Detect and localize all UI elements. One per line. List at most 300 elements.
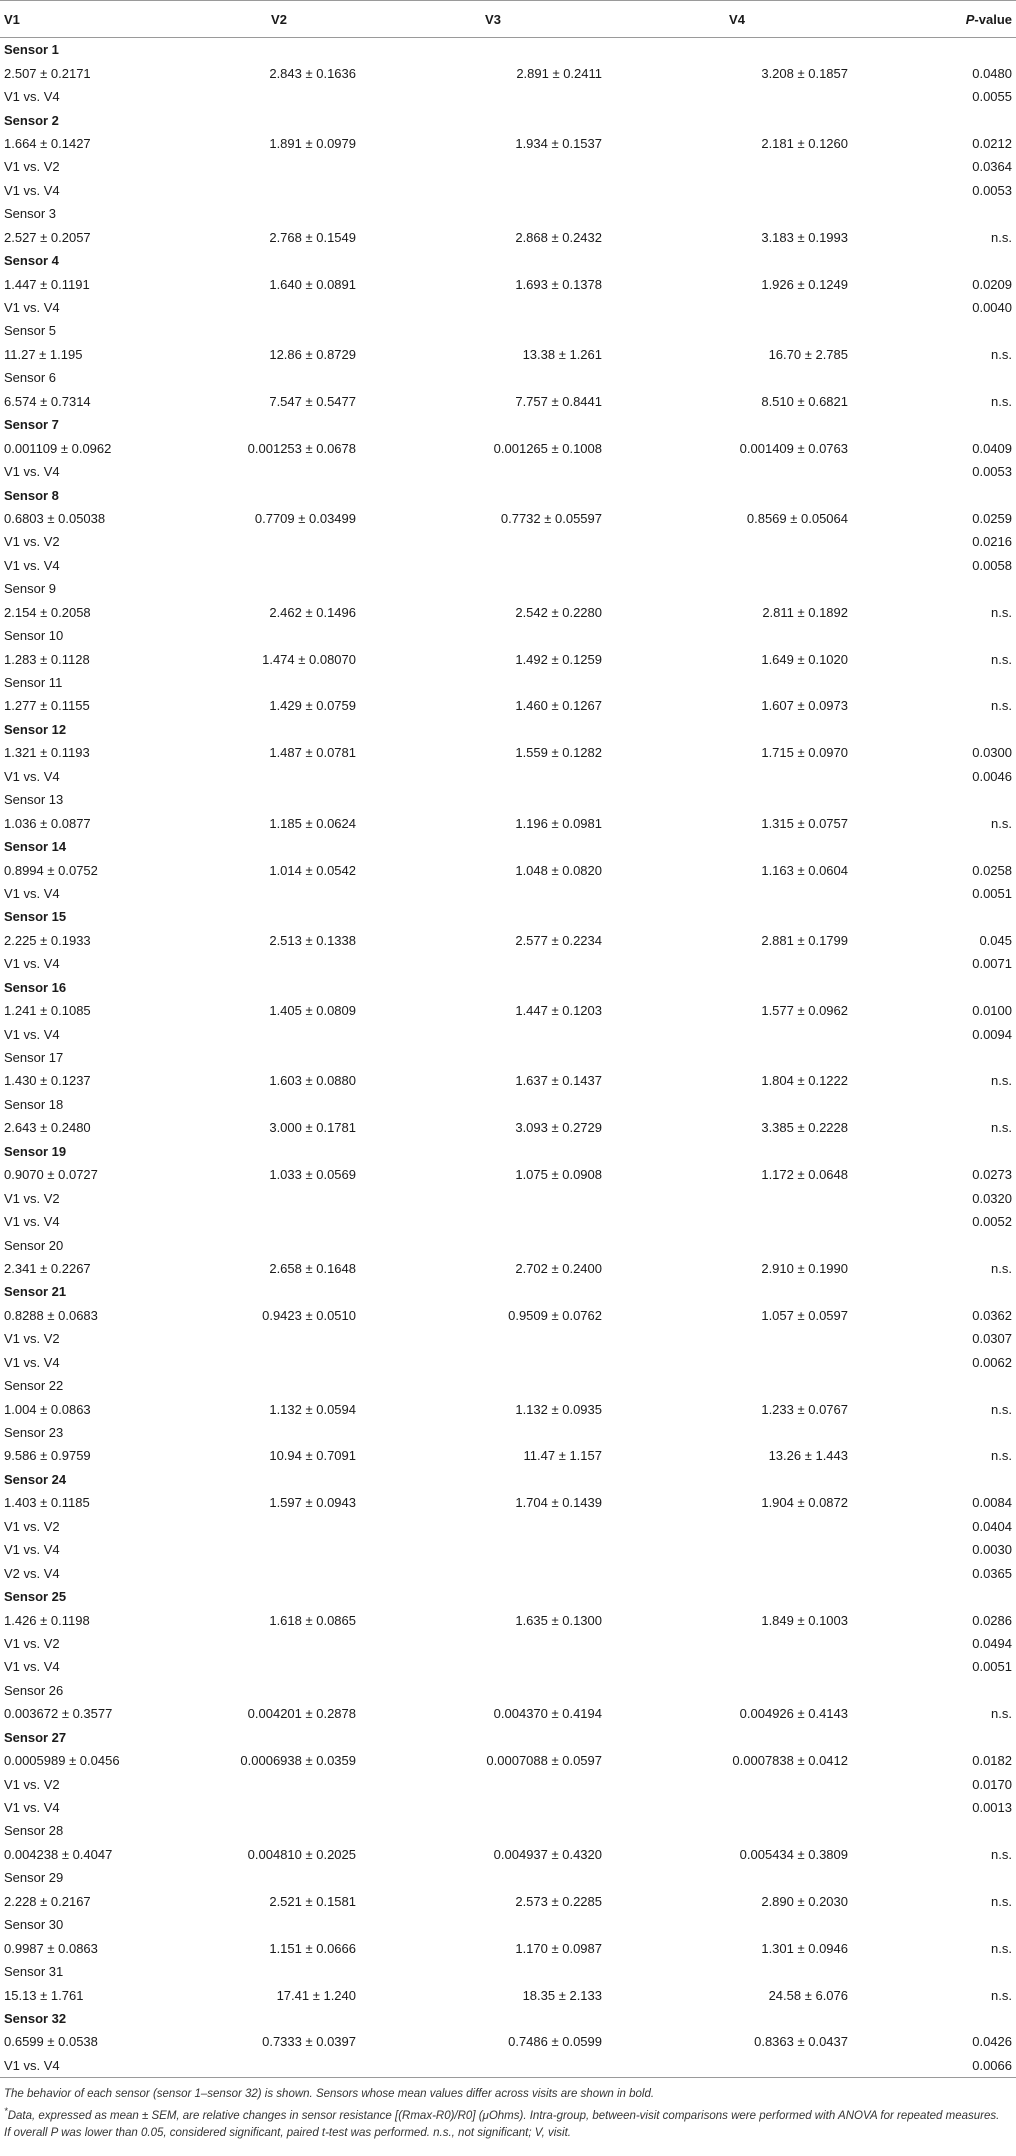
p-value-cell — [860, 1421, 1016, 1444]
v4-cell: 2.181 ± 0.1260 — [761, 135, 848, 151]
v2-cell — [186, 179, 372, 202]
comparison-row — [0, 179, 1016, 202]
v2-cell — [186, 905, 372, 928]
table-row — [0, 61, 1016, 84]
p-value-cell — [860, 835, 1016, 858]
comparison-row — [0, 155, 1016, 178]
table-row — [0, 1444, 1016, 1467]
v3-cell: 3.093 ± 0.2729 — [515, 1120, 602, 1136]
v4-cell: 0.8569 ± 0.05064 — [746, 510, 848, 526]
v2-cell — [186, 413, 372, 436]
p-value-cell — [860, 413, 1016, 436]
sensor-label-row — [0, 1046, 1016, 1069]
v2-cell — [186, 882, 372, 905]
v2-cell — [186, 1796, 372, 1819]
comparison-row — [0, 1515, 1016, 1538]
v3-cell: 1.132 ± 0.0935 — [515, 1401, 602, 1417]
p-value-cell: 0.0051 — [972, 1659, 1012, 1675]
v4-cell — [614, 1327, 860, 1350]
p-value-cell — [860, 1960, 1016, 1983]
v2-cell — [186, 483, 372, 506]
sensor-label-row — [0, 1140, 1016, 1163]
v4-cell — [614, 38, 860, 62]
v1-cell: 0.0005989 ± 0.0456 — [4, 1753, 120, 1769]
header-p-suffix: -value — [974, 11, 1012, 27]
table-row — [0, 390, 1016, 413]
header-v2: V2 — [186, 1, 372, 38]
v2-cell — [186, 952, 372, 975]
v4-cell — [614, 1093, 860, 1116]
v2-cell — [186, 1679, 372, 1702]
p-value-cell — [860, 2007, 1016, 2030]
p-value-cell: n.s. — [991, 1940, 1012, 1956]
v3-cell — [372, 1186, 614, 1209]
comparison-label-cell: V1 vs. V2 — [4, 1331, 60, 1347]
v4-cell: 1.315 ± 0.0757 — [761, 815, 848, 831]
v3-cell — [372, 202, 614, 225]
v4-cell — [614, 1866, 860, 1889]
sensor-name-cell: Sensor 31 — [4, 1964, 64, 1980]
p-value-cell — [860, 1819, 1016, 1842]
p-value-cell: 0.0404 — [972, 1518, 1012, 1534]
v3-cell — [372, 483, 614, 506]
sensor-label-row — [0, 1866, 1016, 1889]
v1-cell: 0.9070 ± 0.0727 — [4, 1167, 98, 1183]
sensor-label-row — [0, 1819, 1016, 1842]
p-value-cell: 0.0170 — [972, 1776, 1012, 1792]
table-header — [0, 1, 1016, 38]
sensor-name-cell: Sensor 13 — [4, 792, 64, 808]
v4-cell — [614, 366, 860, 389]
v1-cell: 2.228 ± 0.2167 — [4, 1893, 91, 1909]
p-value-cell: 0.0182 — [972, 1753, 1012, 1769]
comparison-row — [0, 1186, 1016, 1209]
v4-cell: 0.005434 ± 0.3809 — [739, 1846, 848, 1862]
table-row — [0, 1749, 1016, 1772]
sensor-label-row — [0, 2007, 1016, 2030]
p-value-cell — [860, 1866, 1016, 1889]
p-value-cell: 0.0066 — [860, 2054, 1016, 2078]
v3-cell: 1.447 ± 0.1203 — [515, 1003, 602, 1019]
table-row — [0, 858, 1016, 881]
v4-cell — [614, 296, 860, 319]
v1-cell: 9.586 ± 0.9759 — [4, 1448, 91, 1464]
p-value-cell: 0.0055 — [972, 89, 1012, 105]
v2-cell — [186, 1468, 372, 1491]
p-value-cell: 0.0046 — [972, 768, 1012, 784]
v3-cell: 2.573 ± 0.2285 — [515, 1893, 602, 1909]
comparison-row — [0, 1772, 1016, 1795]
table-body — [0, 38, 1016, 2078]
v2-cell: 0.004810 ± 0.2025 — [247, 1846, 356, 1862]
p-value-cell: n.s. — [991, 1846, 1012, 1862]
v4-cell: 0.0007838 ± 0.0412 — [732, 1753, 848, 1769]
v2-cell — [186, 249, 372, 272]
v2-cell — [186, 1210, 372, 1233]
table-row — [0, 1163, 1016, 1186]
v3-cell — [372, 319, 614, 342]
p-value-cell: 0.0426 — [972, 2034, 1012, 2050]
comparison-label-cell: V1 vs. V4 — [4, 300, 60, 316]
comparison-label-cell: V1 vs. V4 — [0, 2054, 186, 2078]
v4-cell — [614, 1796, 860, 1819]
comparison-label-cell: V1 vs. V4 — [4, 1026, 60, 1042]
sensor-name-cell: Sensor 4 — [4, 253, 59, 269]
p-value-cell — [860, 976, 1016, 999]
sensor-label-row — [0, 1585, 1016, 1608]
v3-cell: 0.004937 ± 0.4320 — [493, 1846, 602, 1862]
comparison-label-cell: V1 vs. V4 — [4, 1214, 60, 1230]
sensor-name-cell: Sensor 27 — [4, 1729, 67, 1745]
table-row — [0, 1983, 1016, 2006]
p-value-cell — [860, 1468, 1016, 1491]
comparison-label-cell: V1 vs. V2 — [4, 1518, 60, 1534]
v1-cell: 1.664 ± 0.1427 — [4, 135, 91, 151]
v2-cell — [186, 1772, 372, 1795]
v4-cell: 1.849 ± 0.1003 — [761, 1612, 848, 1628]
v4-cell — [614, 952, 860, 975]
comparison-row — [0, 554, 1016, 577]
comparison-row — [0, 2054, 1016, 2078]
comparison-row — [0, 460, 1016, 483]
table-row — [0, 507, 1016, 530]
v1-cell: 2.154 ± 0.2058 — [4, 604, 91, 620]
sensor-label-row — [0, 718, 1016, 741]
sensor-label-row — [0, 1280, 1016, 1303]
v4-cell — [614, 1280, 860, 1303]
p-value-cell: 0.0062 — [972, 1354, 1012, 1370]
v4-cell — [614, 1913, 860, 1936]
v2-cell — [186, 1538, 372, 1561]
comparison-label-cell: V1 vs. V4 — [4, 885, 60, 901]
v4-cell — [614, 1585, 860, 1608]
p-value-cell: n.s. — [991, 1073, 1012, 1089]
table-row — [0, 226, 1016, 249]
p-value-cell — [860, 1233, 1016, 1256]
v1-cell: 1.426 ± 0.1198 — [4, 1612, 90, 1628]
v4-cell: 1.649 ± 0.1020 — [761, 651, 848, 667]
v4-cell: 3.385 ± 0.2228 — [761, 1120, 848, 1136]
p-value-cell: 0.0362 — [972, 1307, 1012, 1323]
sensor-label-row — [0, 624, 1016, 647]
sensor-label-row — [0, 249, 1016, 272]
v2-cell: 17.41 ± 1.240 — [276, 1987, 356, 2003]
v2-cell — [186, 1186, 372, 1209]
table-row — [0, 1491, 1016, 1514]
v1-cell: 0.8288 ± 0.0683 — [4, 1307, 98, 1323]
p-value-cell — [860, 1374, 1016, 1397]
p-value-cell — [860, 1140, 1016, 1163]
v3-cell: 0.0007088 ± 0.0597 — [486, 1753, 602, 1769]
v4-cell: 3.183 ± 0.1993 — [761, 229, 848, 245]
sensor-name-cell: Sensor 21 — [4, 1284, 67, 1300]
v2-cell — [186, 85, 372, 108]
v3-cell — [372, 976, 614, 999]
v4-cell: 0.004926 ± 0.4143 — [739, 1706, 848, 1722]
v4-cell — [614, 1046, 860, 1069]
v2-cell — [186, 1819, 372, 1842]
sensor-name-cell: Sensor 19 — [4, 1143, 67, 1159]
comparison-label-cell: V1 vs. V2 — [4, 1635, 60, 1651]
sensor-label-row — [0, 1960, 1016, 1983]
v3-cell — [372, 905, 614, 928]
table-row — [0, 694, 1016, 717]
v3-cell: 2.577 ± 0.2234 — [515, 932, 602, 948]
v2-cell — [186, 835, 372, 858]
v1-cell: 1.321 ± 0.1193 — [4, 745, 90, 761]
sensor-label-row — [0, 577, 1016, 600]
v4-cell — [614, 1468, 860, 1491]
v4-cell — [614, 1022, 860, 1045]
v1-cell: 1.004 ± 0.0863 — [4, 1401, 91, 1417]
v4-cell — [614, 155, 860, 178]
header-row — [0, 1, 1016, 38]
comparison-label-cell: V1 vs. V4 — [4, 89, 60, 105]
sensor-label-row — [0, 413, 1016, 436]
v1-cell: 2.225 ± 0.1933 — [4, 932, 91, 948]
p-value-cell: n.s. — [991, 1260, 1012, 1276]
p-value-cell: 0.0409 — [972, 440, 1012, 456]
sensor-label-row — [0, 202, 1016, 225]
p-value-cell — [860, 366, 1016, 389]
v3-cell — [372, 1374, 614, 1397]
p-value-cell — [860, 1280, 1016, 1303]
v3-cell — [372, 1632, 614, 1655]
v3-cell: 0.9509 ± 0.0762 — [508, 1307, 602, 1323]
p-value-cell: 0.0480 — [972, 65, 1012, 81]
v3-cell — [372, 38, 614, 62]
v2-cell — [186, 1960, 372, 1983]
comparison-row — [0, 952, 1016, 975]
v4-cell — [614, 319, 860, 342]
v3-cell — [372, 1421, 614, 1444]
v3-cell: 0.7732 ± 0.05597 — [500, 510, 602, 526]
v2-cell — [186, 530, 372, 553]
sensor-name-cell: Sensor 30 — [4, 1917, 64, 1933]
p-value-cell — [860, 905, 1016, 928]
sensor-name-cell: Sensor 5 — [4, 323, 57, 339]
v2-cell — [186, 577, 372, 600]
comparison-row — [0, 1632, 1016, 1655]
comparison-label-cell: V1 vs. V4 — [4, 182, 60, 198]
p-value-cell: 0.0084 — [972, 1495, 1012, 1511]
sensor-label-row — [0, 671, 1016, 694]
v2-cell: 2.843 ± 0.1636 — [269, 65, 356, 81]
comparison-row — [0, 1327, 1016, 1350]
sensor-name-cell: Sensor 1 — [4, 42, 59, 58]
v3-cell: 2.542 ± 0.2280 — [515, 604, 602, 620]
p-value-cell: n.s. — [991, 229, 1012, 245]
v2-cell: 0.004201 ± 0.2878 — [247, 1706, 356, 1722]
comparison-label-cell: V1 vs. V2 — [4, 1190, 60, 1206]
p-value-cell: 0.0364 — [972, 159, 1012, 175]
v4-cell — [614, 788, 860, 811]
p-value-cell: 0.0216 — [972, 534, 1012, 550]
v2-cell — [186, 1374, 372, 1397]
v3-cell — [372, 1561, 614, 1584]
v2-cell: 1.603 ± 0.0880 — [269, 1073, 356, 1089]
v4-cell — [614, 554, 860, 577]
v2-cell — [186, 1093, 372, 1116]
p-value-cell: n.s. — [991, 1987, 1012, 2003]
v3-cell: 1.492 ± 0.1259 — [515, 651, 602, 667]
comparison-label-cell: V1 vs. V2 — [4, 1776, 60, 1792]
v4-cell — [614, 2054, 860, 2078]
v4-cell — [614, 671, 860, 694]
sensor-name-cell: Sensor 22 — [4, 1378, 64, 1394]
sensor-name-cell: Sensor 14 — [4, 839, 67, 855]
v2-cell — [186, 1655, 372, 1678]
v2-cell — [186, 202, 372, 225]
v3-cell: 1.635 ± 0.1300 — [515, 1612, 602, 1628]
v4-cell — [614, 1233, 860, 1256]
table-row — [0, 132, 1016, 155]
table-row — [0, 2030, 1016, 2053]
v2-cell — [186, 2054, 372, 2078]
p-value-cell: 0.0053 — [972, 182, 1012, 198]
comparison-label-cell: V1 vs. V4 — [4, 1354, 60, 1370]
sensor-label-row — [0, 835, 1016, 858]
v4-cell — [614, 1538, 860, 1561]
sensor-name-cell: Sensor 18 — [4, 1096, 64, 1112]
v4-cell: 8.510 ± 0.6821 — [761, 393, 848, 409]
v3-cell: 2.868 ± 0.2432 — [515, 229, 602, 245]
v2-cell: 7.547 ± 0.5477 — [269, 393, 356, 409]
p-value-cell — [860, 202, 1016, 225]
v3-cell: 1.170 ± 0.0987 — [515, 1940, 602, 1956]
v3-cell — [372, 1210, 614, 1233]
v3-cell — [372, 155, 614, 178]
p-value-cell: 0.0494 — [972, 1635, 1012, 1651]
v3-cell — [372, 1515, 614, 1538]
v3-cell — [372, 366, 614, 389]
v2-cell: 1.474 ± 0.08070 — [262, 651, 356, 667]
table-row — [0, 999, 1016, 1022]
p-value-cell: 0.0053 — [972, 464, 1012, 480]
v2-cell — [186, 976, 372, 999]
p-value-cell: n.s. — [991, 393, 1012, 409]
comparison-label-cell: V1 vs. V4 — [4, 464, 60, 480]
v3-cell — [372, 1046, 614, 1069]
table-row — [0, 1608, 1016, 1631]
v3-cell: 2.891 ± 0.2411 — [516, 65, 602, 81]
v3-cell — [372, 1866, 614, 1889]
v3-cell — [372, 624, 614, 647]
v2-cell: 1.014 ± 0.0542 — [269, 862, 356, 878]
p-value-cell — [860, 38, 1016, 62]
v3-cell — [372, 179, 614, 202]
comparison-row — [0, 85, 1016, 108]
sensor-name-cell: Sensor 20 — [4, 1237, 64, 1253]
v3-cell: 1.196 ± 0.0981 — [515, 815, 602, 831]
v3-cell — [372, 85, 614, 108]
v2-cell — [186, 624, 372, 647]
v1-cell: 1.036 ± 0.0877 — [4, 815, 91, 831]
v4-cell: 24.58 ± 6.076 — [768, 1987, 848, 2003]
v4-cell — [614, 1632, 860, 1655]
comparison-label-cell: V1 vs. V4 — [4, 768, 60, 784]
v3-cell — [372, 1726, 614, 1749]
sensor-name-cell: Sensor 9 — [4, 581, 57, 597]
v3-cell — [372, 1819, 614, 1842]
v3-cell — [372, 1140, 614, 1163]
p-value-cell — [860, 788, 1016, 811]
table-row — [0, 436, 1016, 459]
table-row — [0, 1936, 1016, 1959]
p-value-cell: n.s. — [991, 651, 1012, 667]
comparison-row — [0, 1561, 1016, 1584]
p-value-cell: 0.0013 — [972, 1800, 1012, 1816]
v3-cell — [372, 1351, 614, 1374]
v4-cell: 1.804 ± 0.1222 — [761, 1073, 848, 1089]
v4-cell — [614, 905, 860, 928]
table-footnote — [0, 2078, 1012, 2142]
v3-cell: 11.47 ± 1.157 — [523, 1448, 602, 1464]
table-row — [0, 343, 1016, 366]
v3-cell: 0.7486 ± 0.0599 — [508, 2034, 602, 2050]
p-value-cell: 0.0058 — [972, 557, 1012, 573]
v3-cell — [372, 1913, 614, 1936]
v3-cell: 7.757 ± 0.8441 — [515, 393, 602, 409]
p-value-cell — [860, 483, 1016, 506]
sensor-name-cell: Sensor 10 — [4, 628, 64, 644]
sensor-name-cell: Sensor 26 — [4, 1682, 64, 1698]
sensor-label-row — [0, 788, 1016, 811]
v1-cell: 0.8994 ± 0.0752 — [4, 862, 98, 878]
p-value-cell: 0.0212 — [972, 135, 1012, 151]
v2-cell: 0.0006938 ± 0.0359 — [240, 1753, 356, 1769]
v2-cell — [186, 671, 372, 694]
v2-cell — [186, 366, 372, 389]
v3-cell — [372, 671, 614, 694]
p-value-cell: 0.0273 — [972, 1167, 1012, 1183]
comparison-label-cell: V1 vs. V4 — [4, 1659, 60, 1675]
v3-cell: 1.048 ± 0.0820 — [515, 862, 602, 878]
v3-cell: 1.637 ± 0.1437 — [515, 1073, 602, 1089]
sensor-label-row — [0, 976, 1016, 999]
v4-cell: 1.715 ± 0.0970 — [761, 745, 848, 761]
v2-cell — [186, 554, 372, 577]
p-value-cell — [860, 1046, 1016, 1069]
v4-cell: 1.172 ± 0.0648 — [761, 1167, 848, 1183]
table-row — [0, 1890, 1016, 1913]
v1-cell: 1.430 ± 0.1237 — [4, 1073, 91, 1089]
v3-cell — [372, 1468, 614, 1491]
sensor-label-row — [0, 1679, 1016, 1702]
v4-cell — [614, 1960, 860, 1983]
v1-cell: 2.527 ± 0.2057 — [4, 229, 91, 245]
v2-cell: 1.151 ± 0.0666 — [269, 1940, 356, 1956]
comparison-row — [0, 765, 1016, 788]
v1-cell: 1.277 ± 0.1155 — [4, 698, 90, 714]
v2-cell: 2.513 ± 0.1338 — [269, 932, 356, 948]
v2-cell: 0.7333 ± 0.0397 — [262, 2034, 356, 2050]
comparison-label-cell: V1 vs. V4 — [4, 1542, 60, 1558]
sensor-label-row — [0, 319, 1016, 342]
v2-cell — [186, 38, 372, 62]
v3-cell — [372, 460, 614, 483]
p-value-cell — [860, 319, 1016, 342]
p-value-cell: 0.0258 — [972, 862, 1012, 878]
v1-cell: 15.13 ± 1.761 — [4, 1987, 84, 2003]
v3-cell — [372, 882, 614, 905]
v3-cell — [372, 249, 614, 272]
v2-cell — [186, 1233, 372, 1256]
sensor-label-row — [0, 108, 1016, 131]
v1-cell: 1.447 ± 0.1191 — [4, 276, 90, 292]
sensor-name-cell: Sensor 3 — [4, 206, 57, 222]
v4-cell: 1.904 ± 0.0872 — [761, 1495, 848, 1511]
